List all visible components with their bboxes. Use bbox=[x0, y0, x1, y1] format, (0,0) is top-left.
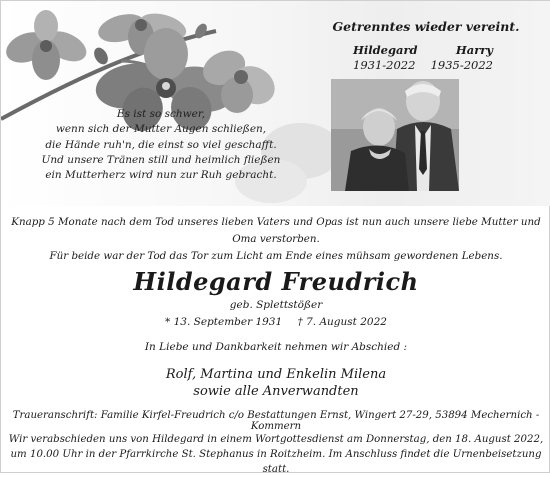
intro-line-1: Knapp 5 Monate nach dem Tod unseres lieben Vaters und Opas ist nun auch unsere liebe Mutter und Oma verstorben. bbox=[11, 216, 541, 245]
mourners-line-1: Rolf, Martina und Enkelin Milena bbox=[165, 367, 387, 382]
service-line-2: um 10.00 Uhr in der Pfarrkirche St. Stephanus in Roitzheim. Im Anschluss findet die Urnenbeisetzung statt. bbox=[10, 449, 542, 475]
couple-photo bbox=[331, 79, 459, 191]
poem-line: Und unsere Tränen still und heimlich fließen bbox=[41, 153, 281, 166]
name-hildegard: Hildegard bbox=[353, 43, 418, 57]
intro-text bbox=[1, 214, 550, 265]
mourning-address: Traueranschrift: Familie Kirfel-Freudrich c/o Bestattungen Ernst, Wingert 27-29, 53894 Mechernich - Kommern bbox=[12, 410, 540, 432]
poem-line: wenn sich der Mutter Augen schließen, bbox=[55, 123, 267, 136]
birth-name: geb. Splettstößer bbox=[229, 299, 323, 311]
poem-line: Es ist so schwer, bbox=[116, 108, 206, 120]
name-harry: Harry bbox=[455, 43, 493, 57]
years-hildegard: 1931-2022 bbox=[353, 58, 416, 72]
farewell-text: In Liebe und Dankbarkeit nehmen wir Abschied : bbox=[144, 341, 408, 353]
poem-line: die Hände ruh'n, die einst so viel geschafft. bbox=[45, 138, 277, 151]
couple-photo-image bbox=[331, 79, 459, 191]
service-line-1: Wir verabschieden uns von Hildegard in einem Wortgottesdienst am Donnerstag, den 18. August 2022, bbox=[8, 434, 544, 445]
couple-names bbox=[353, 43, 493, 57]
memorial-poem bbox=[31, 107, 291, 183]
deceased-name: Hildegard Freudrich bbox=[133, 267, 419, 296]
birth-date: * 13. September 1931 bbox=[165, 316, 283, 328]
poem-line: ein Mutterherz wird nun zur Ruh gebracht. bbox=[45, 169, 277, 182]
mourners-line-2: sowie alle Anverwandten bbox=[193, 384, 359, 399]
death-date: † 7. August 2022 bbox=[297, 316, 387, 328]
life-dates bbox=[1, 316, 550, 328]
couple-years bbox=[353, 58, 493, 72]
header-illustration bbox=[1, 1, 550, 206]
reunited-heading: Getrenntes wieder vereint. bbox=[332, 19, 520, 34]
years-harry: 1935-2022 bbox=[430, 58, 493, 72]
mourners bbox=[1, 366, 550, 400]
intro-line-2: Für beide war der Tod das Tor zum Licht am Ende eines mühsam gewordenen Lebens. bbox=[49, 250, 503, 262]
service-info bbox=[1, 432, 550, 477]
